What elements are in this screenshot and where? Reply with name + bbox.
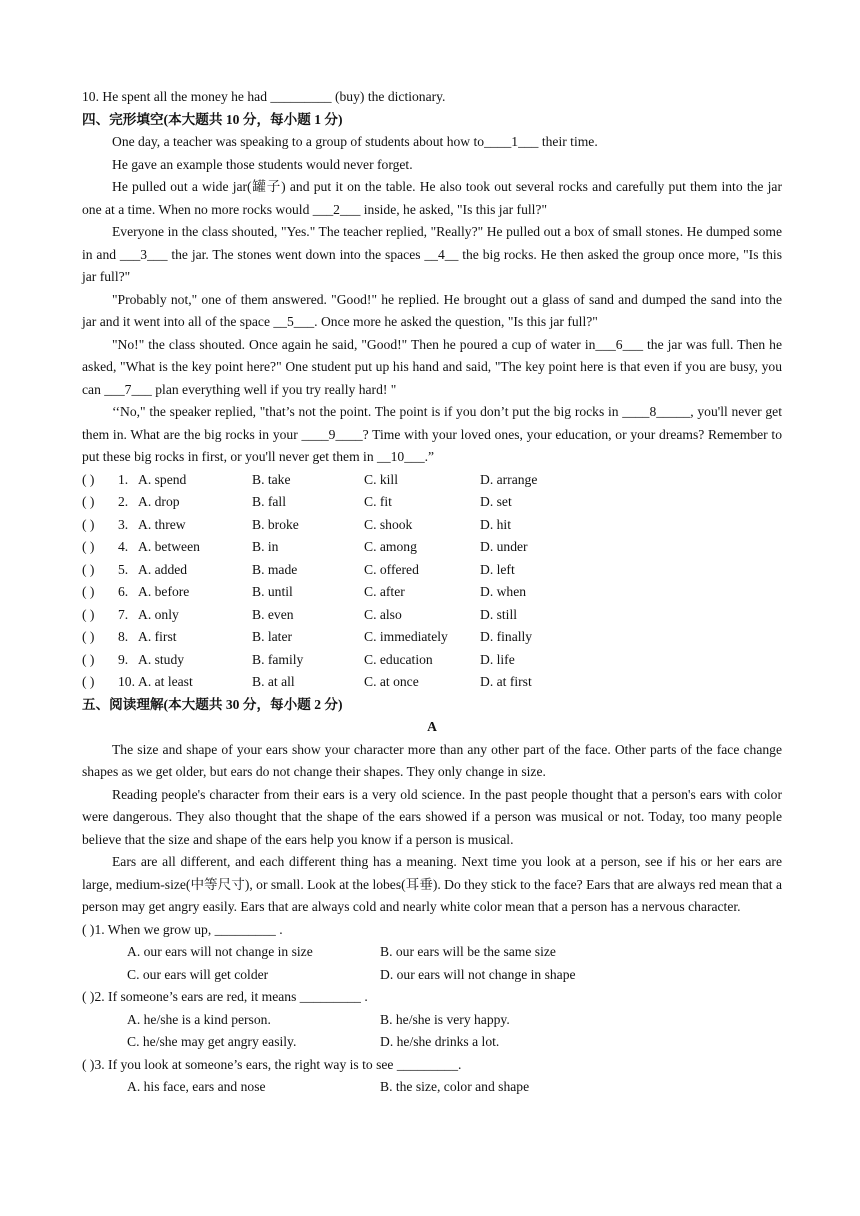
- cloze-paragraph: One day, a teacher was speaking to a group of students about how to____1___ their time.: [112, 134, 598, 149]
- choice: A. our ears will not change in size: [127, 944, 313, 959]
- reading-question: [82, 1054, 782, 1099]
- answer-bracket[interactable]: ( ): [82, 651, 95, 667]
- answer-bracket[interactable]: ( ): [82, 516, 95, 532]
- answer-bracket[interactable]: ( ): [82, 989, 95, 1004]
- question-stem: 2. If someone’s ears are red, it means _________ .: [94, 989, 368, 1004]
- option-row: ( ) 1. A. spend B. take C. kill D. arrange: [82, 469, 782, 492]
- cloze-options: [82, 469, 782, 694]
- option-row: ( ) 6. A. before B. until C. after D. when: [82, 581, 782, 604]
- answer-bracket[interactable]: ( ): [82, 561, 95, 577]
- choice: C. our ears will get colder: [127, 966, 269, 982]
- choice: B. he/she is very happy.: [380, 1011, 510, 1027]
- cloze-paragraph: ‘‘No," the speaker replied, "that’s not the point. The point is if you don’t put the big rocks in ____8_____, you'll never get them in. What are the big rocks in your ____9____? Time with your loved ones, your education, or your dreams? Remember to put these big rocks in first, or you'll never get them in __10___.”: [82, 404, 782, 464]
- option-row: ( ) 2. A. drop B. fall C. fit D. set: [82, 491, 782, 514]
- question-stem: 3. If you look at someone’s ears, the right way is to see _________.: [94, 1056, 462, 1072]
- cloze-paragraph: "No!" the class shouted. Once again he said, "Good!" Then he poured a cup of water in___6___ the jar was full. Then he asked, "What is the key point here?" One student put up his hand and said, "The key point here is that even if you are busy, you can ___7___ plan everything well if you try really hard! ": [82, 336, 782, 397]
- option-row: ( ) 7. A. only B. even C. also D. still: [82, 604, 782, 627]
- answer-bracket[interactable]: ( ): [82, 1056, 95, 1072]
- reading-paragraph: Reading people's character from their ears is a very old science. In the past people thought that a person's ears with color were dangerous. They also thought that the shape of the ears showed if a person was musical or not. Today, too many people believe that the size and shape of the ears help you know if a person is musical.: [82, 786, 782, 847]
- cloze-paragraph: He pulled out a wide jar(罐子) and put it on the table. He also took out several rocks and carefully put them into the jar one at a time. When no more rocks would ___2___ inside, he asked, "Is this jar full?": [82, 179, 782, 217]
- option-row: ( ) 3. A. threw B. broke C. shook D. hit: [82, 514, 782, 537]
- option-row: ( ) 9. A. study B. family C. education D. life: [82, 649, 782, 672]
- choice: A. his face, ears and nose: [127, 1079, 266, 1094]
- choice: D. our ears will not change in shape: [380, 966, 576, 982]
- answer-bracket[interactable]: ( ): [82, 921, 95, 937]
- answer-bracket[interactable]: ( ): [82, 539, 95, 554]
- cloze-paragraph: "Probably not," one of them answered. "Good!" he replied. He brought out a glass of sand and dumped the sand into the jar and it went into all of the space __5___. Once more he asked the question, "Is this jar full?": [82, 291, 782, 329]
- choice: A. he/she is a kind person.: [127, 1011, 271, 1027]
- reading-question: [82, 919, 782, 987]
- reading-paragraph: The size and shape of your ears show your character more than any other part of the face. Other parts of the face change shapes as we get older, but ears do not change their shapes. They only change in size.: [82, 741, 782, 779]
- option-row: ( ) 5. A. added B. made C. offered D. left: [82, 559, 782, 582]
- option-row: ( ) 10. A. at least B. at all C. at once D. at first: [82, 671, 782, 694]
- answer-bracket[interactable]: ( ): [82, 629, 95, 644]
- option-row: ( ) 4. A. between B. in C. among D. under: [82, 536, 782, 559]
- answer-bracket[interactable]: ( ): [82, 606, 95, 622]
- passage-label: A: [427, 719, 437, 734]
- choice: B. our ears will be the same size: [380, 944, 556, 959]
- choice: C. he/she may get angry easily.: [127, 1034, 297, 1049]
- exam-page: [82, 86, 782, 1099]
- choice: D. he/she drinks a lot.: [380, 1034, 500, 1049]
- grammar-question-10: 10. He spent all the money he had _________ (buy) the dictionary.: [82, 89, 446, 104]
- answer-bracket[interactable]: ( ): [82, 494, 95, 509]
- option-row: ( ) 8. A. first B. later C. immediately D. finally: [82, 626, 782, 649]
- cloze-paragraph: He gave an example those students would never forget.: [112, 156, 413, 172]
- reading-heading: 五、阅读理解(本大题共 30 分，每小题 2 分): [82, 696, 343, 712]
- answer-bracket[interactable]: ( ): [82, 584, 95, 599]
- cloze-heading: 四、完形填空(本大题共 10 分，每小题 1 分): [82, 111, 343, 127]
- choice: B. the size, color and shape: [380, 1079, 530, 1094]
- answer-bracket[interactable]: ( ): [82, 674, 95, 689]
- question-stem: 1. When we grow up, _________ .: [94, 921, 283, 937]
- reading-paragraph: Ears are all different, and each different thing has a meaning. Next time you look at a person, see if his or her ears are large, medium-size(中等尺寸), or small. Look at the lobes(耳垂). Do they stick to the face? Ears that are always red mean that a person may get angry easily. Ears that are always cold and nearly white color mean that a person has a nervous character.: [82, 854, 782, 914]
- cloze-paragraph: Everyone in the class shouted, "Yes." The teacher replied, "Really?" He pulled out a box of small stones. He dumped some in and ___3___ the jar. The stones went down into the spaces __4__ the big rocks. He then asked the group once more, "Is this jar full?": [82, 224, 782, 284]
- answer-blank[interactable]: _________: [270, 89, 332, 104]
- answer-bracket[interactable]: ( ): [82, 471, 95, 487]
- reading-question: [82, 986, 782, 1054]
